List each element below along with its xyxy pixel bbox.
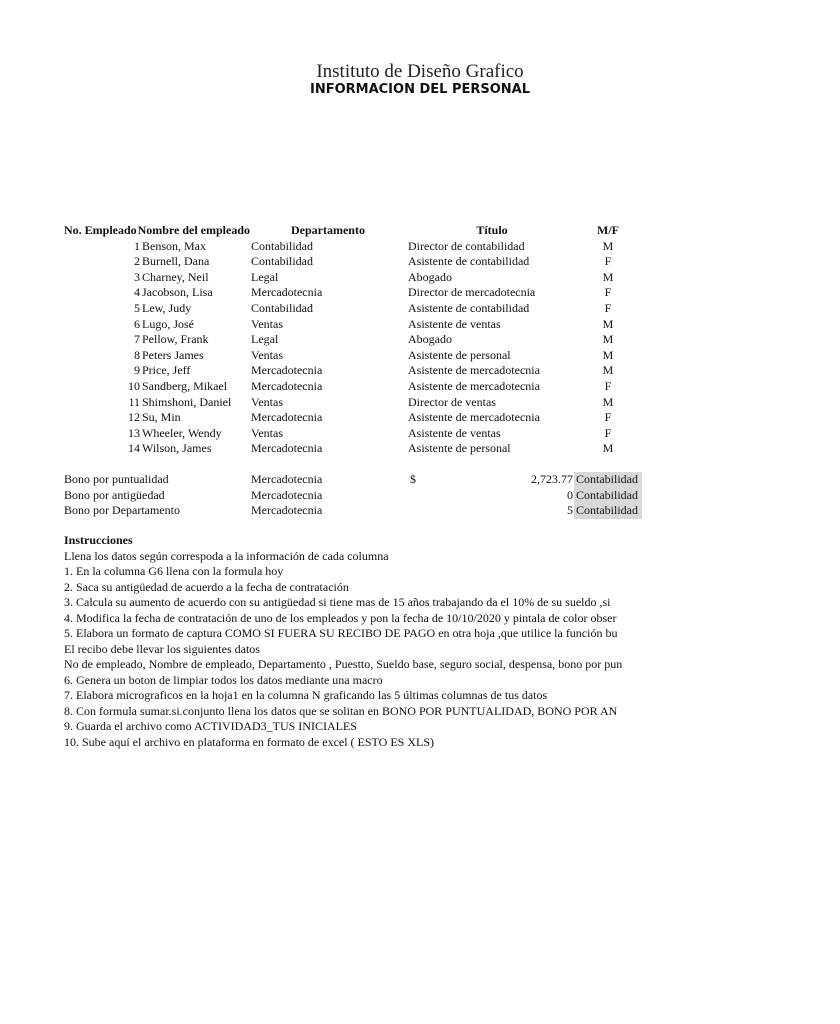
instruction-line: 6. Genera un boton de limpiar todos los datos mediante una macro (64, 672, 383, 687)
cell-title: Asistente de mercadotecnia (408, 378, 540, 393)
cell-department: Mercadotecnia (251, 285, 323, 300)
cell-title: Asistente de ventas (408, 425, 501, 440)
header-employee-number: No. Empleado (64, 223, 137, 237)
cell-employee-number: 13 (128, 425, 140, 440)
cell-employee-number: 1 (134, 238, 140, 253)
bono-currency (410, 488, 430, 504)
bono-department: Mercadotecnia (251, 487, 323, 502)
cell-employee-number: 12 (128, 410, 140, 425)
instructions-block (64, 533, 642, 750)
cell-employee-number: 3 (134, 269, 140, 284)
instruction-line: 3. Calcula su aumento de acuerdo con su antigüedad si tiene mas de 15 años trabajando da el 10% de su sueldo ,si (64, 595, 611, 609)
cell-sex: F (604, 254, 612, 269)
cell-department: Contabilidad (251, 254, 313, 269)
cell-department: Legal (251, 332, 279, 347)
cell-sex: M (602, 347, 614, 362)
cell-employee-number: 7 (134, 332, 140, 347)
cell-department: Ventas (251, 347, 283, 362)
document-title: Instituto de Diseño Grafico (316, 61, 524, 82)
instruction-line: 4. Modifica la fecha de contratación de uno de los empleados y pon la fecha de 10/10/2020 y pintala de color obser (64, 610, 617, 625)
cell-title: Asistente de contabilidad (408, 300, 530, 315)
cell-sex: F (604, 378, 612, 393)
bono-department: Mercadotecnia (251, 472, 323, 486)
cell-department: Mercadotecnia (251, 441, 323, 456)
cell-employee-name: Price, Jeff (142, 363, 191, 378)
instruction-line: 10. Sube aquí el archivo en plataforma en formato de excel ( ESTO ES XLS) (64, 734, 435, 749)
cell-employee-name: Pellow, Frank (142, 332, 209, 347)
cell-employee-number: 8 (134, 347, 140, 362)
instructions-heading: Instrucciones (64, 533, 133, 547)
header-department: Departamento (291, 223, 365, 237)
bono-value: 5 (567, 503, 573, 518)
bono-result-cell[interactable]: Contabilidad (574, 488, 642, 504)
cell-title: Asistente de mercadotecnia (408, 363, 540, 378)
instruction-line: 7. Elabora micrograficos en la hoja1 en la columna N graficando las 5 últimas columnas de tus datos (64, 688, 548, 702)
cell-employee-name: Peters James (142, 347, 204, 362)
cell-department: Contabilidad (251, 300, 313, 315)
cell-sex: M (602, 269, 614, 284)
cell-department: Ventas (251, 316, 283, 331)
cell-title: Asistente de contabilidad (408, 254, 530, 269)
cell-department: Ventas (251, 394, 283, 409)
cell-title: Abogado (408, 269, 452, 284)
header-employee-name-text: Nombre del empleado (137, 223, 250, 237)
cell-employee-name: Lugo, José (142, 316, 194, 331)
cell-employee-name: Charney, Neil (142, 269, 209, 284)
cell-sex: M (602, 316, 614, 331)
cell-sex: M (602, 441, 614, 456)
cell-sex: M (602, 332, 614, 347)
header-employee-name (137, 223, 250, 239)
cell-employee-number: 11 (128, 394, 140, 409)
cell-employee-number: 10 (128, 378, 140, 393)
instruction-line: 8. Con formula sumar.si.conjunto llena los datos que se solitan en BONO POR PUNTUALIDAD, BONO POR AN (64, 703, 618, 718)
cell-department: Mercadotecnia (251, 363, 323, 378)
cell-sex: M (602, 394, 614, 409)
cell-employee-number: 9 (134, 363, 140, 378)
header-title: Título (476, 223, 508, 237)
cell-sex: M (602, 363, 614, 378)
cell-employee-name: Lew, Judy (142, 300, 192, 315)
cell-title: Asistente de ventas (408, 316, 501, 331)
bono-label: Bono por Departamento (64, 503, 180, 518)
cell-employee-name: Sandberg, Mikael (142, 378, 228, 393)
cell-sex: F (604, 285, 612, 300)
cell-sex: F (604, 410, 612, 425)
instruction-line: No de empleado, Nombre de empleado, Departamento , Puestto, Sueldo base, seguro social, despensa, bono por pun (64, 657, 623, 671)
cell-employee-number: 5 (134, 300, 140, 315)
cell-sex: F (604, 300, 612, 315)
cell-title: Director de contabilidad (408, 238, 525, 253)
instruction-line: El recibo debe llevar los siguientes datos (64, 641, 260, 656)
cell-employee-name: Wilson, James (142, 441, 212, 456)
cell-department: Ventas (251, 425, 283, 440)
cell-title: Director de ventas (408, 394, 496, 409)
cell-employee-name: Jacobson, Lisa (142, 285, 213, 300)
cell-employee-number: 6 (134, 316, 140, 331)
cell-employee-name: Su, Min (142, 410, 181, 425)
cell-employee-number: 2 (134, 254, 140, 269)
instruction-line: 2. Saca su antigüedad de acuerdo a la fecha de contratación (64, 579, 349, 594)
instruction-line: Llena los datos según correspoda a la información de cada columna (64, 548, 389, 563)
cell-employee-name: Benson, Max (142, 238, 206, 253)
instruction-line: 9. Guarda el archivo como ACTIVIDAD3_TUS INICIALES (64, 719, 357, 733)
cell-title: Asistente de mercadotecnia (408, 410, 540, 425)
cell-title: Asistente de personal (408, 441, 511, 456)
bono-label: Bono por antigüedad (64, 487, 165, 502)
instruction-line: 5. Elabora un formato de captura COMO SI FUERA SU RECIBO DE PAGO en otra hoja ,que utilice la función bu (64, 626, 618, 640)
cell-employee-number: 14 (128, 441, 140, 456)
bono-result-cell[interactable]: Contabilidad (574, 503, 642, 519)
bono-department: Mercadotecnia (251, 503, 323, 518)
cell-department: Contabilidad (251, 238, 313, 253)
bono-label: Bono por puntualidad (64, 472, 169, 486)
bono-currency (410, 503, 430, 519)
cell-title: Asistente de personal (408, 347, 511, 362)
document-subtitle: INFORMACION DEL PERSONAL (309, 82, 531, 97)
cell-employee-name: Shimshoni, Daniel (142, 394, 232, 409)
cell-employee-name: Burnell, Dana (142, 254, 210, 269)
cell-title: Abogado (408, 332, 452, 347)
instruction-line: 1. En la columna G6 llena con la formula hoy (64, 564, 284, 578)
header-sex: M/F (597, 223, 619, 237)
bono-result-cell[interactable]: Contabilidad (574, 472, 642, 488)
cell-employee-name: Wheeler, Wendy (142, 425, 222, 440)
cell-sex: M (602, 238, 614, 253)
cell-sex: F (604, 425, 612, 440)
cell-employee-number: 4 (134, 285, 140, 300)
cell-title: Director de mercadotecnia (408, 285, 536, 300)
instructions-list (64, 549, 642, 751)
cell-department: Mercadotecnia (251, 410, 323, 425)
cell-department: Mercadotecnia (251, 378, 323, 393)
bono-value: 2,723.77 (531, 472, 573, 486)
cell-department: Legal (251, 269, 279, 284)
bono-value: 0 (567, 487, 573, 502)
bono-currency: $ (410, 472, 416, 486)
